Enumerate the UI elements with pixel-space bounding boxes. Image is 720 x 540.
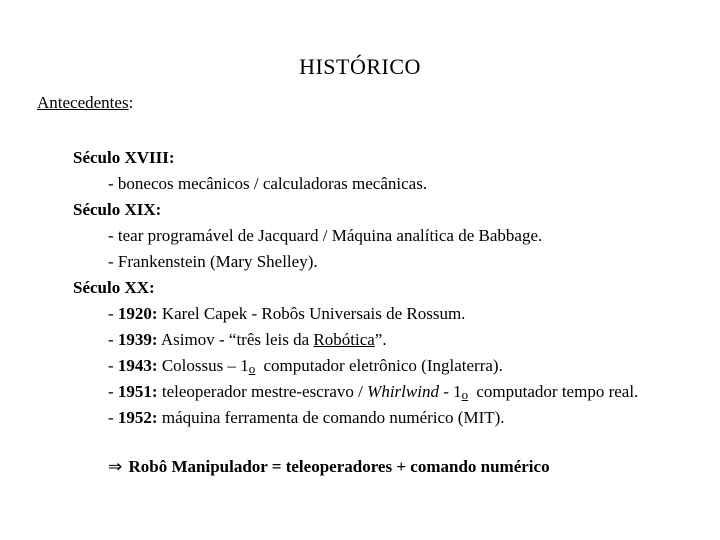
item-text-c: computador tempo real.	[472, 382, 639, 401]
robotica-underlined: Robótica	[313, 330, 375, 349]
item-prefix: -	[108, 330, 118, 349]
item-text-b: - 1	[438, 382, 462, 401]
subtitle-label: Antecedentes	[37, 93, 129, 112]
item-prefix: -	[108, 408, 118, 427]
century-20-item-1920	[73, 301, 638, 327]
year-1920: 1920:	[117, 304, 158, 323]
century-18-item-1: - bonecos mecânicos / calculadoras mecânicas.	[108, 174, 428, 193]
conclusion-text: Robô Manipulador = teleoperadores + comando numérico	[124, 457, 550, 476]
item-text: Karel Capek - Robôs Universais de Rossum.	[157, 304, 466, 323]
item-prefix: -	[108, 356, 118, 375]
century-19-item-1: - tear programável de Jacquard / Máquina analítica de Babbage.	[108, 226, 543, 245]
item-prefix: -	[108, 382, 118, 401]
century-19-heading: Século XIX:	[73, 200, 162, 219]
item-text-a: Colossus – 1	[157, 356, 249, 375]
item-prefix: -	[108, 304, 118, 323]
century-19-item-2: - Frankenstein (Mary Shelley).	[108, 252, 318, 271]
item-text: máquina ferramenta de comando numérico (MIT).	[157, 408, 505, 427]
item-text-b: ”.	[374, 330, 387, 349]
item-text-a: Asimov - “três leis da	[157, 330, 314, 349]
slide-title: HISTÓRICO	[299, 54, 421, 79]
year-1943: 1943:	[117, 356, 158, 375]
conclusion	[108, 457, 550, 477]
year-1951: 1951:	[117, 382, 158, 401]
history-list	[73, 145, 638, 431]
century-20-item-1943	[73, 353, 638, 379]
century-20-item-1939	[73, 327, 638, 353]
item-text-a: teleoperador mestre-escravo /	[157, 382, 368, 401]
century-20-item-1951	[73, 379, 638, 405]
subtitle-suffix: :	[128, 93, 134, 112]
century-20-heading: Século XX:	[73, 278, 155, 297]
ordinal-indicator: o	[461, 387, 469, 402]
year-1952: 1952:	[117, 408, 158, 427]
ordinal-indicator: o	[248, 361, 256, 376]
whirlwind-italic: Whirlwind	[367, 382, 439, 401]
implies-arrow-icon: ⇒	[108, 457, 123, 477]
section-subtitle	[37, 93, 133, 113]
year-1939: 1939:	[117, 330, 158, 349]
item-text-b: computador eletrônico (Inglaterra).	[259, 356, 503, 375]
century-20-item-1952	[73, 405, 638, 431]
century-18-heading: Século XVIII:	[73, 148, 175, 167]
